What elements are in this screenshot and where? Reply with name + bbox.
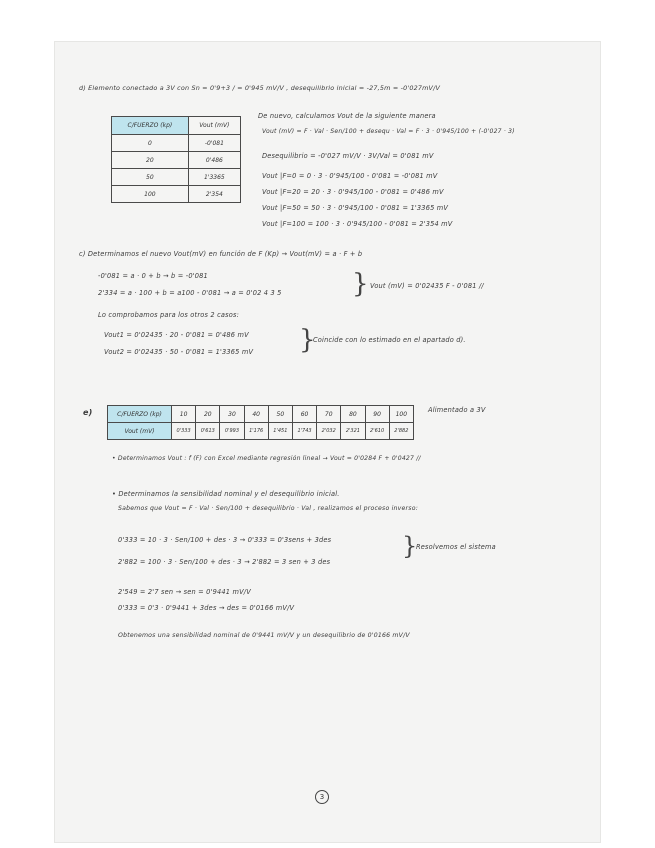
table-cell: 90 xyxy=(365,406,389,423)
table-cell: 100 xyxy=(112,186,189,203)
table-cell: 60 xyxy=(292,406,316,423)
e-conclusion: Obtenemos una sensibilidad nominal de 0'9441 mV/V y un desequilibrio de 0'0166 mV/V xyxy=(118,632,410,639)
table-cell: -0'081 xyxy=(188,135,240,152)
e-line: Sabemos que Vout = F · Val · Sen/100 + desequilibrio · Val , realizamos el proceso inverso: xyxy=(118,505,418,512)
table-cell: 20 xyxy=(196,406,220,423)
c-line: Vout1 = 0'02435 · 20 - 0'081 = 0'486 mV xyxy=(104,331,249,339)
table-cell: 2'032 xyxy=(317,423,341,440)
c-line: Vout2 = 0'02435 · 50 - 0'081 = 1'3365 mV xyxy=(104,348,254,356)
e-line: • Determinamos Vout : f (F) con Excel mediante regresión lineal → Vout = 0'0284 F + 0'0427 // xyxy=(112,455,421,462)
table-d xyxy=(111,116,241,203)
table-cell: 2'321 xyxy=(341,423,365,440)
table-d-header-force: C/FUERZO (kp) xyxy=(112,117,189,135)
e-line: 2'882 = 100 · 3 · Sen/100 + des · 3 → 2'882 = 3 sen + 3 des xyxy=(118,558,331,566)
brace: } xyxy=(402,532,418,560)
page-number: 3 xyxy=(315,790,329,804)
c-result: Vout (mV) = 0'02435 F - 0'081 // xyxy=(370,282,484,290)
table-cell: 50 xyxy=(268,406,292,423)
table-cell: 50 xyxy=(112,169,189,186)
table-cell: 1'3365 xyxy=(188,169,240,186)
c-line: Lo comprobamos para los otros 2 casos: xyxy=(98,311,240,319)
table-cell: 1'451 xyxy=(268,423,292,440)
d-line: Vout |F=50 = 50 · 3 · 0'945/100 - 0'081 = 1'3365 mV xyxy=(262,204,449,212)
table-cell: 1'176 xyxy=(244,423,268,440)
table-cell: 1'743 xyxy=(292,423,316,440)
e-note-system: Resolvemos el sistema xyxy=(416,543,496,551)
section-c-header: c) Determinamos el nuevo Vout(mV) en función de F (Kp) → Vout(mV) = a · F + b xyxy=(79,250,363,258)
table-cell: 0'486 xyxy=(188,152,240,169)
table-cell: 0 xyxy=(112,135,189,152)
d-line: Vout (mV) = F · Val · Sen/100 + desequ · Val = F · 3 · 0'945/100 + (-0'027 · 3) xyxy=(262,128,515,135)
e-line: 2'549 = 2'7 sen → sen = 0'9441 mV/V xyxy=(118,588,251,596)
brace: } xyxy=(352,269,369,299)
e-line: 0'333 = 10 · 3 · Sen/100 + des · 3 → 0'333 = 0'3sens + 3des xyxy=(118,536,332,544)
d-line: Vout |F=100 = 100 · 3 · 0'945/100 - 0'081 = 2'354 mV xyxy=(262,220,453,228)
table-cell: 30 xyxy=(220,406,244,423)
table-cell: 0'993 xyxy=(220,423,244,440)
brace: } xyxy=(299,325,316,355)
table-cell: 100 xyxy=(389,406,413,423)
table-cell: 80 xyxy=(341,406,365,423)
section-e-label: e) xyxy=(83,408,93,417)
e-note: Alimentado a 3V xyxy=(428,406,486,414)
table-cell: 2'610 xyxy=(365,423,389,440)
section-d-header: d) Elemento conectado a 3V con Sn = 0'9+3 / = 0'945 mV/V , desequilibrio inicial = -27,5m = -0'027mV/V xyxy=(79,84,441,92)
d-line: Vout |F=20 = 20 · 3 · 0'945/100 - 0'081 = 0'486 mV xyxy=(262,188,444,196)
table-cell: 2'354 xyxy=(188,186,240,203)
e-line: 0'333 = 0'3 · 0'9441 + 3des → des = 0'0166 mV/V xyxy=(118,604,295,612)
table-e-label-vout: Vout (mV) xyxy=(108,423,172,440)
table-cell: 2'882 xyxy=(389,423,413,440)
table-cell: 10 xyxy=(172,406,196,423)
table-e-label-force: C/FUERZO (kp) xyxy=(108,406,172,423)
table-cell: 20 xyxy=(112,152,189,169)
table-d-header-vout: Vout (mV) xyxy=(188,117,240,135)
d-line: De nuevo, calculamos Vout de la siguiente manera xyxy=(258,112,436,120)
d-line: Desequilibrio = -0'027 mV/V · 3V/Val = 0'081 mV xyxy=(262,152,434,160)
table-e xyxy=(107,405,414,440)
e-line: • Determinamos la sensibilidad nominal y el desequilibrio inicial. xyxy=(112,490,340,498)
d-line: Vout |F=0 = 0 · 3 · 0'945/100 - 0'081 = -0'081 mV xyxy=(262,172,438,180)
c-note: Coincide con lo estimado en el apartado d). xyxy=(313,336,466,344)
table-cell: 40 xyxy=(244,406,268,423)
table-cell: 70 xyxy=(317,406,341,423)
table-cell: 0'333 xyxy=(172,423,196,440)
c-line: -0'081 = a · 0 + b → b = -0'081 xyxy=(98,272,208,280)
c-line: 2'334 = a · 100 + b = a100 - 0'081 → a = 0'02 4 3 5 xyxy=(98,289,282,297)
table-cell: 0'613 xyxy=(196,423,220,440)
